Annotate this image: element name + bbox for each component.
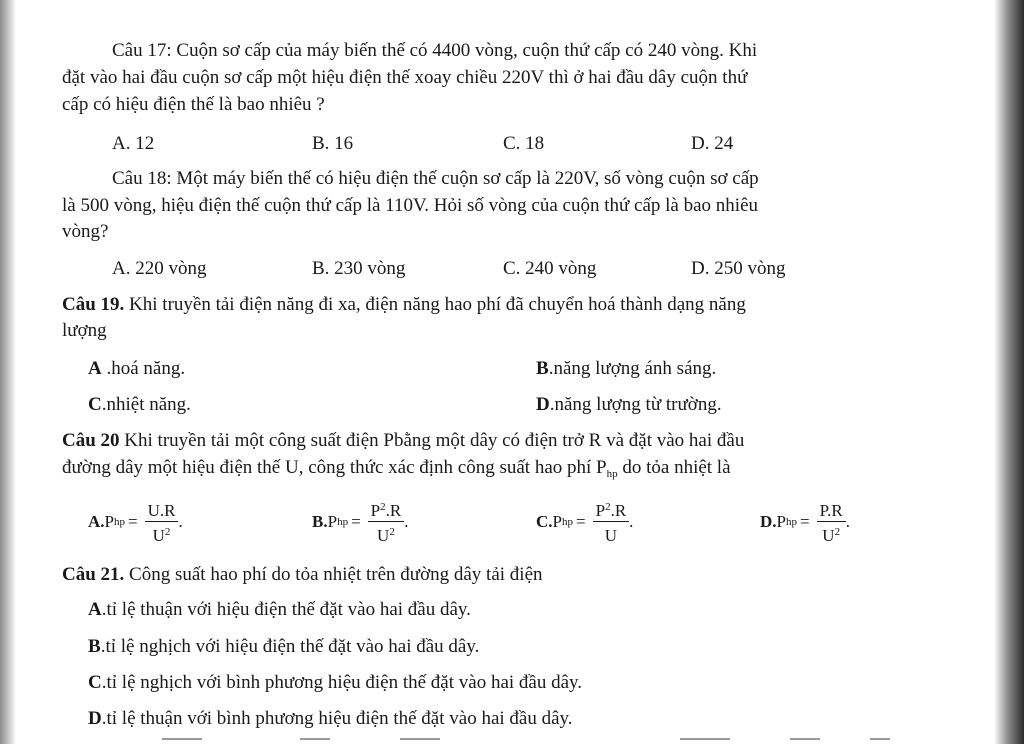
- q20-option-d: D. P hp = $\frac{P.R}{U^2}$ .: [760, 497, 850, 546]
- q19-option-b: B.năng lượng ánh sáng.: [536, 358, 717, 379]
- q20-option-b: B. P hp = $\frac{P^2.R}{U^2}$ .: [312, 497, 408, 546]
- q19-option-a: A .hoá năng.: [88, 358, 186, 379]
- q19-line1: Câu 19. Khi truyền tải điện năng đi xa, điện năng hao phí đã chuyển hoá thành dạng năng: [62, 294, 746, 315]
- q17-line3: cấp có hiệu điện thế là bao nhiêu ?: [62, 94, 325, 115]
- q19-option-c: C.nhiệt năng.: [88, 394, 191, 415]
- q17-option-d: D. 24: [691, 133, 734, 154]
- q17-line2: đặt vào hai đầu cuộn sơ cấp một hiệu điện thế xoay chiều 220V thì ở hai đầu dây cuộn thứ: [62, 67, 748, 88]
- q19-option-d: D.năng lượng từ trường.: [536, 394, 722, 415]
- q18-line2: là 500 vòng, hiệu điện thế cuộn thứ cấp là 110V. Hỏi số vòng của cuộn thứ cấp là bao nhiêu: [62, 195, 758, 216]
- q17-line1: Câu 17: Cuộn sơ cấp của máy biến thế có 4400 vòng, cuộn thứ cấp có 240 vòng. Khi: [112, 40, 758, 61]
- q21-option-d: D.tỉ lệ thuận với bình phương hiệu điện thế đặt vào hai đầu dây.: [88, 708, 573, 729]
- q20-option-a: A. P hp = $\frac{U.R}{U^2}$ .: [88, 497, 183, 546]
- q21-line1: Câu 21. Công suất hao phí do tỏa nhiệt trên đường dây tải điện: [62, 564, 543, 585]
- q18-option-a: A. 220 vòng: [112, 258, 207, 279]
- q21-option-c: C.tỉ lệ nghịch với bình phương hiệu điện thế đặt vào hai đầu dây.: [88, 672, 583, 693]
- fraction: $\frac{P^2.R}{U^2}$: [368, 497, 405, 546]
- q18-option-b: B. 230 vòng: [312, 258, 406, 279]
- q17-option-c: C. 18: [503, 133, 545, 154]
- cropped-next-line-marks: [150, 738, 890, 742]
- q21-option-a: A.tỉ lệ thuận với hiệu điện thế đặt vào hai đầu dây.: [88, 599, 471, 620]
- q20-line1: Câu 20 Khi truyền tải một công suất điện Pbằng một dây có điện trở R và đặt vào hai đầu: [62, 430, 745, 451]
- q17-option-a: A. 12: [112, 133, 155, 154]
- q20-line2: đường dây một hiệu điện thế U, công thức xác định công suất hao phí $P_{hp}$ do tỏa nhiệt là: [62, 457, 731, 480]
- fraction: $\frac{P.R}{U^2}$: [817, 497, 846, 546]
- q18-line3: vòng?: [62, 221, 109, 242]
- q18-option-d: D. 250 vòng: [691, 258, 786, 279]
- fraction: $\frac{P^2.R}{U}$: [593, 497, 630, 546]
- q19-line2: lượng: [62, 320, 107, 341]
- fraction: $\frac{U.R}{U^2}$: [145, 497, 179, 546]
- q20-option-c: C. P hp = $\frac{P^2.R}{U}$ .: [536, 497, 633, 546]
- q21-option-b: B.tỉ lệ nghịch với hiệu điện thế đặt vào hai đầu dây.: [88, 636, 480, 657]
- q17-option-b: B. 16: [312, 133, 354, 154]
- q18-option-c: C. 240 vòng: [503, 258, 597, 279]
- q18-line1: Câu 18: Một máy biến thế có hiệu điện thế cuộn sơ cấp là 220V, số vòng cuộn sơ cấp: [112, 168, 759, 189]
